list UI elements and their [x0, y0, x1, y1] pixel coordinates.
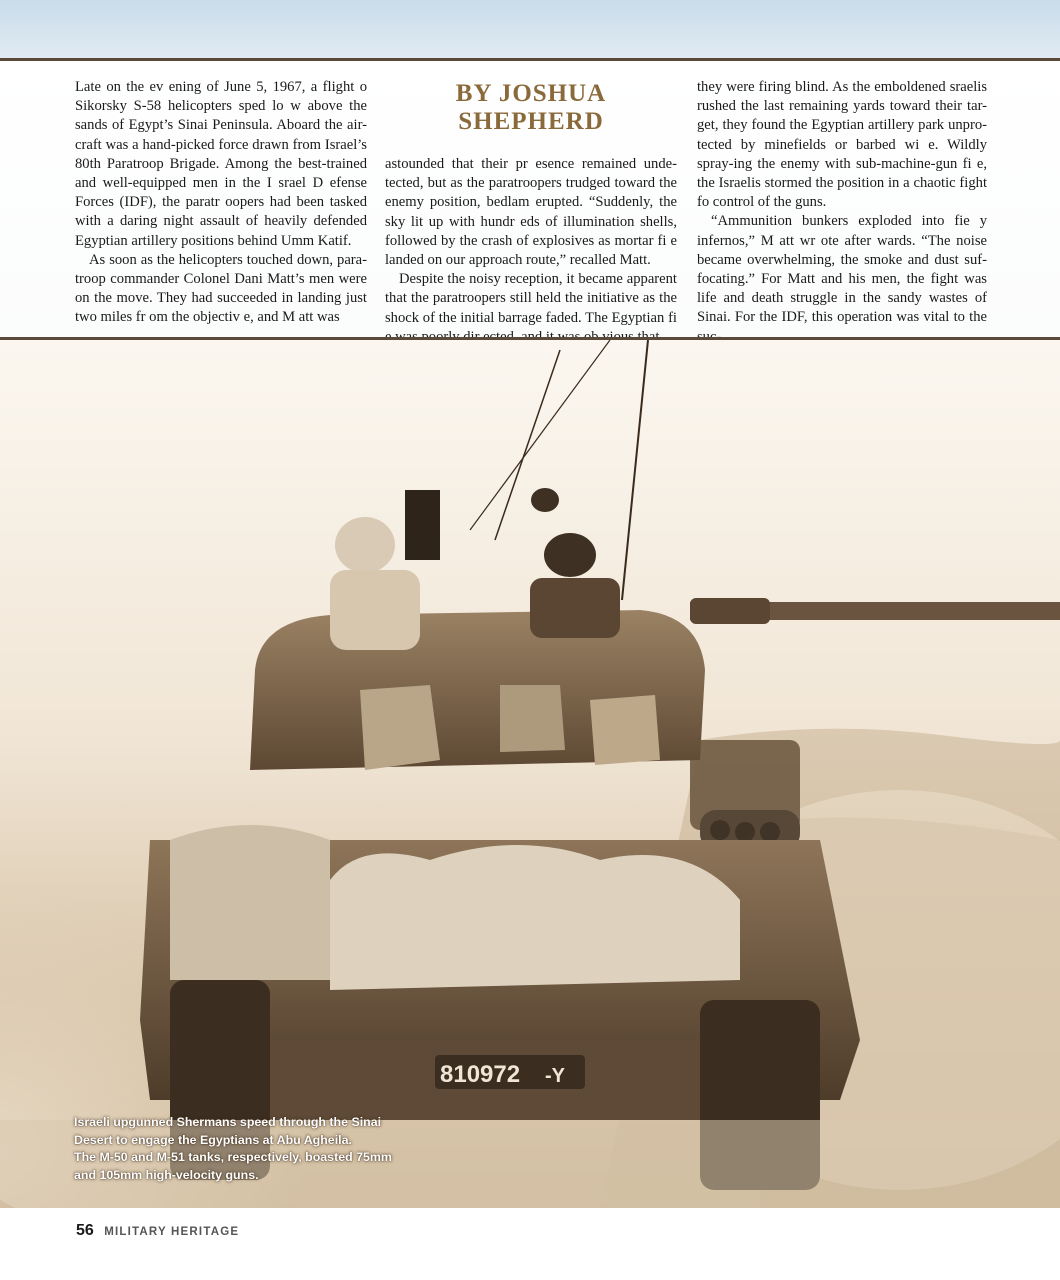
caption-line: Desert to engage the Egyptians at Abu Agheila. — [74, 1132, 352, 1147]
column-1 — [75, 78, 367, 328]
byline: BY JOSHUA SHEPHERD — [455, 80, 607, 135]
caption-line: The M-50 and M-51 tanks, respectively, boasted 75mm — [74, 1150, 392, 1165]
plate-suffix: -Y — [545, 1065, 565, 1087]
photo-caption — [74, 1114, 404, 1184]
page-number: 56 — [76, 1222, 94, 1239]
tank-illustration — [0, 340, 1060, 1208]
paragraph: Despite the noisy reception, it became apparent that the paratroopers still held the initiative as the shock of the initial barrage faded. The Egyptian fi — [385, 271, 677, 326]
column-3 — [697, 78, 987, 347]
column-2 — [385, 155, 677, 347]
page-footer — [76, 1222, 239, 1240]
second-tank — [690, 740, 800, 850]
paragraph: “Ammunition bunkers exploded into fie y infernos,” M att wr ote after wards. “The noise became overwhelming, the smoke and dust suf-focating.” For Matt and his men, the fight was life and death struggle in the sandy wastes of Sinai. For the IDF, this operation was vital to the — [697, 213, 987, 326]
paragraph: they were firing blind. As the emboldened sraelis rushed the last remaining yards toward their tar-get, they found the Egyptian artillery park unpro-tected by minefields or barbed wi e. Wildly spray-ing the enemy with sub-machine-gun fi e, the Israelis stormed the position in a chaotic fight fo control of the guns. — [697, 79, 987, 211]
paragraph: astounded that their pr esence remained unde-tected, but as the paratroopers trudged toward the enemy position, bedlam erupted. “Suddenly, the sky lit up with hundr eds of illumination shells, followed by the crash of explosives as mortar fi e landed on our approach route,” recalled Matt. — [385, 156, 677, 269]
caption-line: and 105mm high-velocity guns. — [74, 1167, 259, 1182]
sky-band — [0, 0, 1060, 60]
paragraph: Late on the ev ening of June 5, 1967, a flight o Sikorsky S-58 helicopters sped lo w above the sands of Egypt’s Sinai Peninsula. Aboard the air-craft was a hand-picked force drawn from Israel’s 80th Paratroop Brigade. Among the best-trained and well-equipped men in the I srael D efense Forces (IDF), the paratr oopers had been tasked with a daring night assault of heavily defended Egyptian artillery positions behind Umm Katif. — [75, 79, 367, 249]
caption-line: Israeli upgunned Shermans speed through the Sinai — [74, 1115, 382, 1129]
plate-number: 810972 — [440, 1061, 521, 1088]
paragraph: As soon as the helicopters touched down, para-troop commander Colonel Dani Matt’s men were on the move. They had succeeded in landing just two miles fr om the objectiv e, and M att was — [75, 251, 367, 326]
tank-photo — [0, 340, 1060, 1208]
magazine-name: MILITARY HERITAGE — [104, 1226, 240, 1238]
